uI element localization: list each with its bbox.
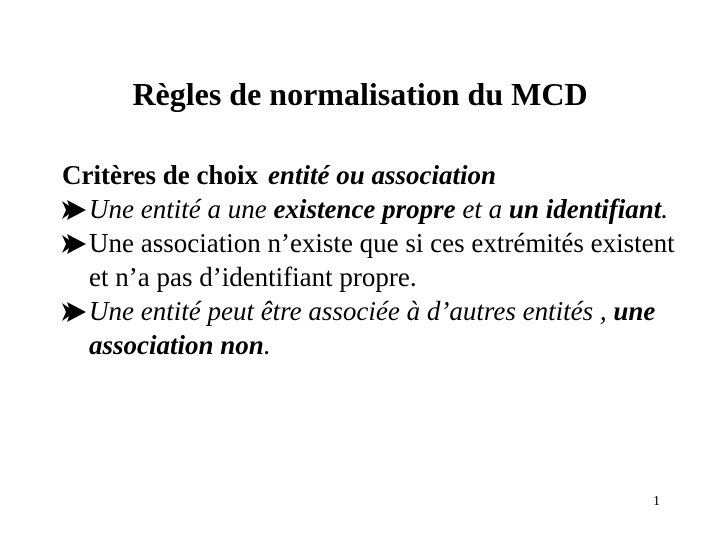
bullet-entity bbox=[62, 192, 682, 226]
bullet-association bbox=[62, 226, 682, 294]
bullet-entity-text-2: existence propre bbox=[273, 194, 456, 224]
arrow-bullet-icon bbox=[61, 233, 87, 255]
slide-title: Règles de normalisation du MCD bbox=[132, 76, 588, 112]
bullet-entity-text-4: un identifiant bbox=[508, 194, 662, 224]
bullet-entity-text-1: Une entité a une bbox=[89, 194, 274, 224]
bullet-entity-association bbox=[62, 294, 682, 362]
bullet-association-text: Une association n’existe que si ces extrémités existent et n’a pas d’identifiant propre. bbox=[89, 228, 675, 292]
bullet-entity-association-text-3: . bbox=[263, 330, 271, 360]
bullet-entity-association-text-2: une association non bbox=[89, 296, 656, 360]
bullet-entity-text-5: . bbox=[661, 194, 668, 224]
criteria-subject: entité ou association bbox=[267, 160, 496, 190]
slide-content bbox=[62, 158, 682, 362]
arrow-bullet-icon bbox=[61, 199, 87, 221]
criteria-label: Critères de choix bbox=[62, 160, 258, 190]
bullet-entity-association-text-1: Une entité peut être associée à d’autres entités , bbox=[89, 296, 614, 326]
criteria-heading bbox=[62, 158, 682, 192]
arrow-bullet-icon bbox=[61, 301, 87, 323]
bullet-entity-text-3: et a bbox=[455, 194, 509, 224]
page-number: 1 bbox=[653, 494, 660, 509]
